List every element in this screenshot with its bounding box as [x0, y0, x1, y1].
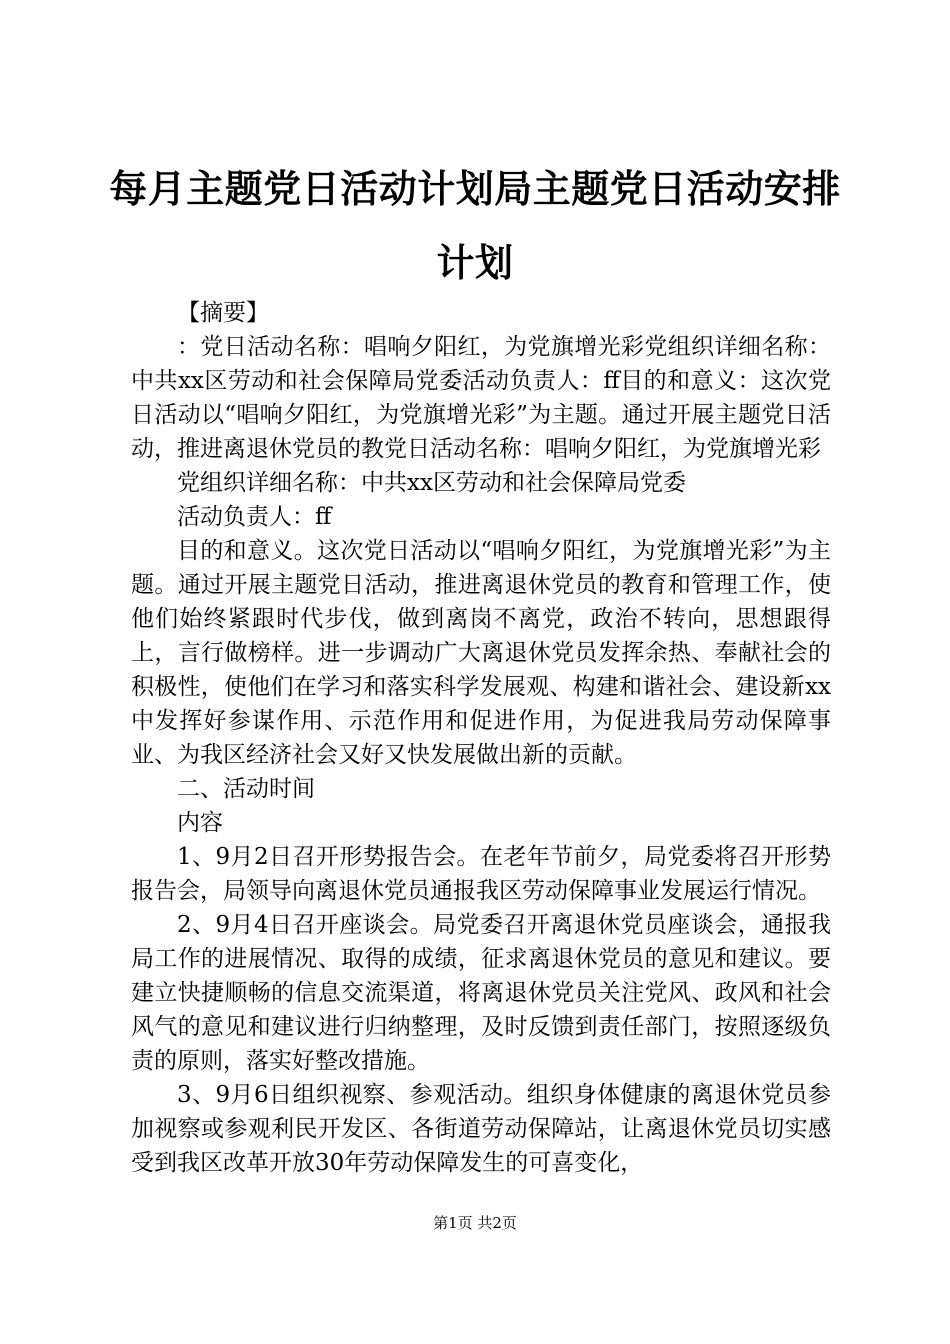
page-footer: 第1页 共2页	[433, 1214, 517, 1232]
item-2-paragraph: 2、9月4日召开座谈会。局党委召开离退休党员座谈会，通报我局工作的进展情况、取得的成绩，征求离退休党员的意见和建议。要建立快捷顺畅的信息交流渠道，将离退休党员关注党风、政风和社会风气的意见和建议进行归纳整理，及时反馈到责任部门，按照逐级负责的原则，落实好整改措施。	[131, 912, 831, 1074]
item-3-paragraph: 3、9月6日组织视察、参观活动。组织身体健康的离退休党员参加视察或参观利民开发区、各街道劳动保障站，让离退休党员切实感受到我区改革开放30年劳动保障发生的可喜变化，	[131, 1082, 831, 1176]
item-1-paragraph: 1、9月2日召开形势报告会。在老年节前夕，局党委将召开形势报告会，局领导向离退休党员通报我区劳动保障事业发展运行情况。	[131, 844, 831, 904]
document-body	[131, 296, 831, 1180]
abstract-label: 【摘要】	[177, 300, 269, 326]
activity-leader-line: 活动负责人：ff	[177, 504, 332, 530]
party-organization-line: 党组织详细名称：中共xx区劳动和社会保障局党委	[177, 470, 686, 496]
content-label: 内容	[177, 810, 223, 836]
abstract-paragraph: ：党日活动名称：唱响夕阳红，为党旗增光彩党组织详细名称：中共xx区劳动和社会保障局党委活动负责人：ff目的和意义：这次党日活动以“唱响夕阳红，为党旗增光彩”为主题。通过开展主题党日活动，推进离退休党员的教党日活动名称：唱响夕阳红，为党旗增光彩	[131, 334, 831, 462]
section-heading-activity-time: 二、活动时间	[177, 776, 315, 802]
document-title: 每月主题党日活动计划局主题党日活动安排计划	[109, 167, 841, 285]
purpose-paragraph: 目的和意义。这次党日活动以“唱响夕阳红，为党旗增光彩”为主题。通过开展主题党日活动，推进离退休党员的教育和管理工作，使他们始终紧跟时代步伐，做到离岗不离党，政治不转向，思想跟得上，言行做榜样。进一步调动广大离退休党员发挥余热、奉献社会的积极性，使他们在学习和落实科学发展观、构建和谐社会、建设新xx中发挥好参谋作用、示范作用和促进作用，为促进我局劳动保障事业、为我区经济社会又好又快发展做出新的贡献。	[131, 538, 831, 768]
